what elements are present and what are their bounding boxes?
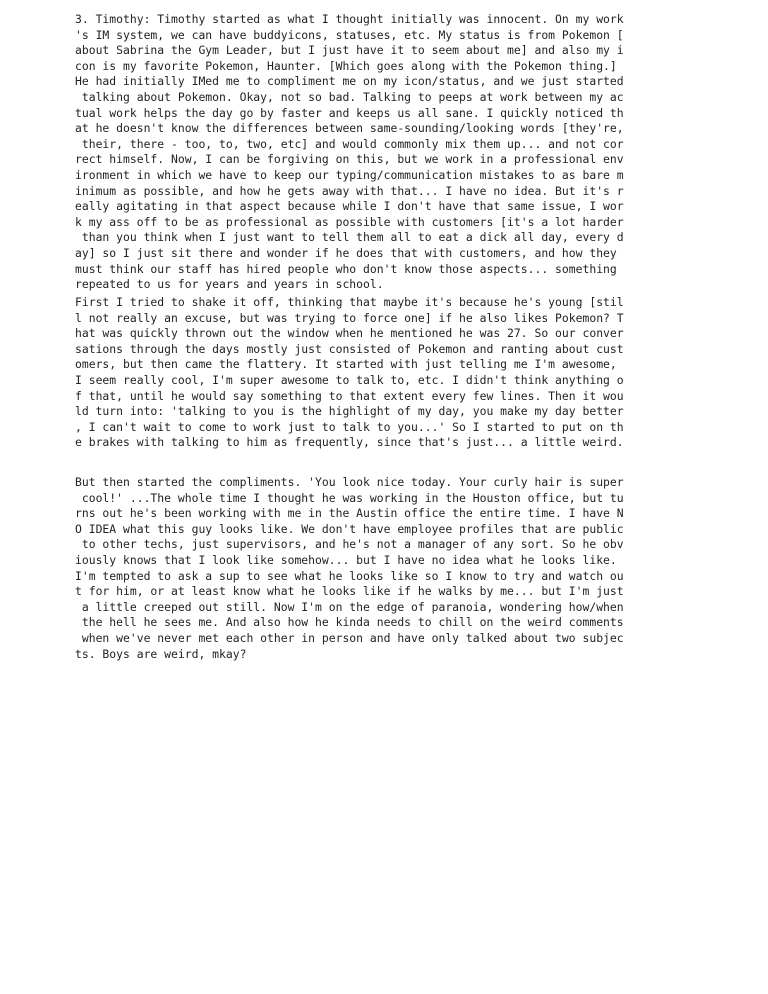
paragraph-compliments: But then started the compliments. 'You look nice today. Your curly hair is super cool!' ...The whole time I thought he was working in the Houston office, but tu rns out he's been working with me in the Austin office the entire time. I have N O IDEA what this guy looks like. We don't have employee profiles that are public to other techs, just supervisors, and he's not a manager of any sort. So he obv iously knows that I look like somehow... but I have no idea what he looks like. I'm tempted to ask a sup to see what he looks like so I know to try and watch ou t for him, or at least know what he looks like if he walks by me... but I'm just a little creeped out still. Now I'm on the edge of paranoia, wondering how/when the hell he sees me. And also how he kinda needs to chill on the weird comments when we've never met each other in person and have only talked about two subjec ts. Boys are weird, mkay?	[75, 475, 624, 661]
paragraph-timothy-intro: 3. Timothy: Timothy started as what I thought initially was innocent. On my work 's IM system, we can have buddyicons, statuses, etc. My status is from Pokemon [ about Sabrina the Gym Leader, but I just have it to seem about me] and also my i con is my favorite Pokemon, Haunter. [Which goes along with the Pokemon thing.] He had initially IMed me to compliment me on my icon/status, and we just started talking about Pokemon. Okay, not so bad. Talking to peeps at work between my ac tual work helps the day go by faster and keeps us all sane. I quickly noticed th at he doesn't know the differences between same-sounding/looking words [they're, their, there - too, to, two, etc] and would commonly mix them up... and not cor rect himself. Now, I can be forgiving on this, but we work in a professional env ironment in which we have to keep our typing/communication mistakes to as bare m inimum as possible, and how he gets away with that... I have no idea. But it's r eally agitating in that aspect because while I don't have that same issue, I wor k my ass off to be as professional as possible with customers [it's a lot harder than you think when I just want to tell them all to eat a dick all day, every d ay] so I just sit there and wonder if he does that with customers, and how they must think our staff has hired people who don't know those aspects... something repeated to us for years and years in school.	[75, 12, 624, 292]
paragraph-flattery: First I tried to shake it off, thinking that maybe it's because he's young [stil l not really an excuse, but was trying to force one] if he also likes Pokemon? T hat was quickly thrown out the window when he mentioned he was 27. So our conver sations through the days mostly just consisted of Pokemon and ranting about cust omers, but then came the flattery. It started with just telling me I'm awesome, I seem really cool, I'm super awesome to talk to, etc. I didn't think anything o f that, until he would say something to that extent every few lines. Then it wou ld turn into: 'talking to you is the highlight of my day, you make my day better , I can't wait to come to work just to talk to you...' So I started to put on th e brakes with talking to him as frequently, since that's just... a little weird.	[75, 295, 624, 450]
